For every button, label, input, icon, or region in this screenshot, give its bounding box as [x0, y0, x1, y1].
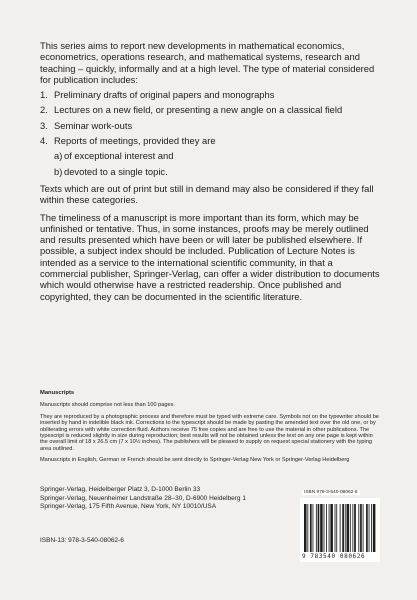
publisher-addresses [40, 486, 260, 512]
barcode-bar [330, 504, 333, 552]
barcode-bar [336, 504, 337, 552]
intro-paragraph: This series aims to report new developments in mathematical economics, econometrics, operations research, and mathematical systems, research and teaching – quickly, informally and at a high level. The type of material considered for publication includes: [40, 40, 375, 85]
sublist-item-letter: a) [54, 150, 63, 162]
series-description [40, 40, 380, 302]
barcode-bar [307, 504, 308, 552]
barcode-bar [329, 504, 330, 552]
barcode-bar [354, 504, 356, 552]
barcode-bar [316, 504, 317, 552]
sublist-item [54, 150, 380, 161]
meeting-conditions-list [54, 150, 380, 177]
list-item-text: Seminar work-outs [54, 119, 133, 131]
barcode-bar [320, 504, 323, 552]
barcode-bar [324, 504, 325, 552]
barcode-bar [360, 504, 362, 552]
list-item [40, 135, 380, 177]
sublist-item-text: of exceptional interest and [64, 150, 174, 162]
out-of-print-paragraph: Texts which are out of print but still in demand may also be considered if they fall within these categories. [40, 182, 374, 206]
manuscripts-section [40, 390, 380, 469]
barcode-bar [345, 504, 346, 552]
barcode-bar [340, 504, 341, 552]
barcode-bar [358, 504, 359, 552]
isbn-text: ISBN-13: 978-3-540-08062-6 [40, 537, 124, 544]
barcode-isbn-label: ISBN 978-3-540-08062-6 [304, 490, 358, 495]
list-item [40, 120, 380, 131]
barcode-digits: 9 783540 080626 [302, 553, 366, 560]
barcode-bar [326, 504, 327, 552]
barcode-bar [369, 504, 370, 552]
timeliness-paragraph: The timeliness of a manuscript is more important than its form, which may be unfinished or tentative. Thus, in some instances, proofs may be merely outlined and results presented which have been or will later be published elsewhere. If possible, a subject index should be included. Publication of Lecture Notes is intended as a service to the international scientific community, in that a commercial publisher, Springer-Verlag, can offer a wider distribution to documents which would otherwise have a restricted readership. Once published and copyrighted, they can be documented in the scientific literature. [40, 211, 380, 302]
list-item-number: 1. [40, 89, 48, 101]
barcode-bar [313, 504, 314, 552]
list-item-number: 3. [40, 119, 48, 131]
list-item-text: Reports of meetings, provided they are [54, 135, 216, 147]
list-item [40, 89, 380, 100]
barcode-bar [371, 504, 372, 552]
manuscripts-heading: Manuscripts [40, 390, 75, 396]
barcode-bar [373, 504, 376, 552]
barcode-bar [342, 504, 344, 552]
barcode-bar [335, 504, 336, 552]
publisher-address-new-york: Springer-Verlag, 175 Fifth Avenue, New York, NY 10010/USA [40, 503, 217, 511]
publisher-address-berlin: Springer-Verlag, Heidelberger Platz 3, D-1000 Berlin 33 [40, 486, 201, 493]
barcode-bar [310, 504, 312, 552]
list-item-number: 2. [40, 104, 48, 116]
publisher-address-heidelberg: Springer-Verlag, Neuenheimer Landstraße 28–30, D-6900 Heidelberg 1 [40, 494, 246, 502]
barcode-bar [352, 504, 353, 552]
barcode-bar [366, 504, 368, 552]
barcode-bar [347, 504, 350, 552]
sublist-item [54, 166, 380, 177]
manuscripts-typing-paragraph: They are reproduced by a photographic process and therefore must be typed with extreme care. Symbols not on the typewriter should be inserted by hand in indelible black ink. Corrections to the typescript should be made by pasting the amended text over the old one, or by obliterating errors with white correction fluid. Authors receive 75 free copies and are free to use the material in other publications. The typescript is reduced slightly in size during reproduction; best results will not be obtained unless the text on any one page is kept within the overall limit of 18 x 26.5 cm (7 x 10½ inches). The publishers will be pleased to supply on request special stationery with the typing area outlined. [40, 413, 379, 452]
barcode-bar [318, 504, 320, 552]
manuscripts-submission-paragraph: Manuscripts in English, German or French should be sent directly to Springer-Verlag New York or Springer-Verlag Heidelberg [40, 457, 350, 464]
sublist-item-letter: b) [54, 165, 63, 177]
manuscripts-length-paragraph: Manuscripts should comprise not less than 100 pages. [40, 402, 175, 409]
barcode-bar [363, 504, 364, 552]
barcode-bar [304, 504, 307, 552]
sublist-item-text: devoted to a single topic. [64, 165, 168, 177]
material-list [40, 89, 380, 177]
list-item [40, 104, 380, 115]
list-item-text: Preliminary drafts of original papers and monographs [54, 89, 275, 101]
barcode-bar [350, 504, 351, 552]
list-item-text: Lectures on a new field, or presenting a new angle on a classical field [54, 104, 343, 116]
list-item-number: 4. [40, 135, 48, 147]
